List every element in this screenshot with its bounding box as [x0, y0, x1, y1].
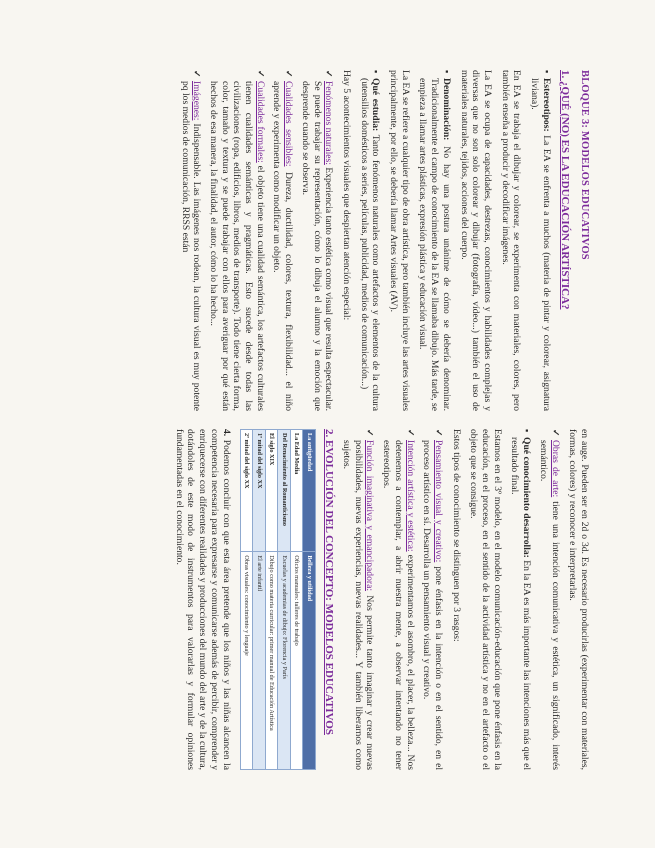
table-cell: Obras visuales: conocimiento y lenguaje: [240, 552, 253, 770]
denominacion-paragraph-2: La EA se refiere a cualquier tipo de obra artística, pero también incluye las artes visuales principalmente, por ello, se debería llamar Artes visuales (AV).: [388, 70, 411, 411]
estereotipos-text: La EA se enfrenta a muchos (materia de pintar y colorear, asignatura liviana).: [529, 78, 552, 411]
table-cell: Dibujo como materia curricular: primer manual de Educación Artística: [265, 552, 278, 770]
check-label: Imágenes:: [191, 81, 203, 121]
conclusion-paragraph: [173, 429, 232, 770]
check-item-3: [207, 70, 266, 411]
que-estudia-text: Tanto fenómenos naturales como artefactos y elementos de la cultura (utensilios domésticos a series, películas, publicidad, medios de comunicación...): [358, 78, 382, 411]
check-text: el objeto tiene una cualidad semántica, los artefactos culturales tienen cualidades semánticas y pragmáticas. Esto sucede desde todas las civilizaciones (ropa, edificios, libros, medios de transporte). Todo tiene cierta forma, color, tamaño y textura y se puede trabajar con ellos para averiguar por qué están hechos de esa manera, la finalidad, el autor, cómo lo ha hecho...: [207, 81, 266, 411]
check-label: Cualidades sensibles:: [283, 81, 295, 167]
table-row: [303, 430, 316, 770]
check-item-2: [271, 70, 294, 411]
table-cell: El arte infantil: [253, 552, 266, 770]
column-right: [90, 429, 590, 770]
table-cell: Escuelas y academias de dibujo: Florencia y París: [278, 552, 291, 770]
check-text: Indispensable. Las imágenes nos rodean, la cultura visual es muy potente pq los medios de comunicación, RRSS están: [179, 81, 203, 411]
check-text: Experiencia tanto estética como visual que resulta espectacular. Se puede trabajar su representación, cómo lo dibuja el alumno y la emoción que desprende cuando se observa.: [299, 81, 335, 411]
hay-5-text: Hay 5 acontecimientos visuales que despiertan atención especial:: [340, 70, 352, 321]
table-cell: Del Renacimiento al Romanticismo: [278, 430, 291, 552]
table-row: [253, 430, 266, 770]
tipos-intro: Estos tipos de conocimiento se distinguen por 3 rasgos:: [450, 429, 462, 642]
table-cell: 2ª mitad del siglo XX: [240, 430, 253, 552]
check-label: Cualidades formales:: [254, 81, 266, 163]
obras-check: [537, 429, 560, 770]
obras-label: Obras de arte:: [549, 440, 561, 498]
obras-text: tiene una intención comunicativa y estética, un significado, interés semántico.: [537, 440, 561, 770]
rasgo-label: Pensamiento visual y creativo:: [432, 440, 444, 563]
table-cell: La Edad Media: [290, 430, 303, 552]
desarrolla-paragraph-2: Estamos en el 3º modelo, en el modelo comunicación-educación que pone énfasis en la educación, en el proceso, en el sentido de la actividad artística y no en el artefacto o el objeto que se consigue.: [468, 429, 503, 770]
table-cell: Belleza y utilidad: [303, 552, 316, 770]
denominacion-label: Denominación:: [440, 78, 452, 141]
models-table: [240, 429, 316, 770]
table-cell: 1ª mitad del siglo XX: [253, 430, 266, 552]
ea-paragraph-2: La EA se ocupa de capacidades, destrezas, conocimientos y habilidades complejas y diversas que no son solo colorear y dibujar (fotografía, vídeo...) también el uso de materiales naturales, tejidos, acciones del cuerpo.: [458, 70, 493, 411]
rasgo-text: experimentamos el asombro, el placer, la belleza... Nos detenemos a contemplar, a abrir nuestra mente, a observar intentando no tener estereotipos.: [381, 440, 416, 770]
estereotipos-label: Estereotipos:: [540, 78, 552, 132]
rotated-content: [90, 70, 590, 770]
rasgo-text: Nos permite tanto imaginar y crear nuevas posibilidades, nuevas experiencias, nuevas realidades... Y también liberarnos como sujetos.: [341, 440, 376, 770]
check-item-4: [179, 70, 202, 411]
table-row: [278, 430, 291, 770]
rasgo-item-2: [380, 429, 415, 770]
denominacion-bullet: [417, 70, 452, 411]
rasgo-text: pone énfasis en la intención o en el sentido, en el proceso artístico en sí. Desarrolla un pensamiento visual y creativo.: [421, 440, 444, 770]
table-row: [290, 430, 303, 770]
conclusion-text: Podemos concluir con que esta área pretende que los niños y las niñas alcancen la competencia necesaria para expresarse y comunicarse además de percibir, comprender y enriquecerse con diferentes realidades y producciones del mundo del arte y de la cultura, dotándoles de este modo de instrumentos para valorarlas y formular opiniones fundamentadas en el conocimiento.: [173, 429, 232, 770]
table-cell: El siglo XIX: [265, 430, 278, 552]
table-row: [265, 430, 278, 770]
table-cell: La antigüedad: [303, 430, 316, 552]
estereotipos-bullet: [528, 70, 551, 411]
check-text: Dureza, ductilidad, colores, textura, flexibilidad... el niño aprende y experimenta como modificar un objeto.: [271, 81, 295, 411]
section-2-title: 2. EVOLUCIÓN DEL CONCEPTO: MODELOS EDUCATIVOS: [323, 429, 336, 735]
rasgo-label: Intención artística y estética:: [404, 440, 416, 552]
desarrolla-text: En la EA es más importante las intenciones más que el resultado final.: [509, 437, 533, 770]
desarrolla-label: Qué conocimiento desarrolla:: [521, 437, 533, 558]
block-title: BLOQUE 3: MODELOS EDUCATIVOS: [579, 70, 590, 260]
column-left: [90, 70, 590, 411]
que-estudia-bullet: [358, 70, 381, 411]
col2-intro: en auge. Pueden ser en 2d o 3d. Es necesario producirlas (experimentar con materiales, formas, colores) y reconocer e interpretarlas.: [567, 429, 590, 770]
rasgo-item-3: [340, 429, 375, 770]
desarrolla-bullet: [509, 429, 532, 770]
rasgo-item-1: [421, 429, 444, 770]
table-cell: Oficios manuales: talleres de trabajo: [290, 552, 303, 770]
check-item-1: [299, 70, 334, 411]
denominacion-text: No hay una postura unánime de cómo se debería denominar. Tradicionalmente el campo de conocimiento de la EA se llamaba dibujo. Más tarde, se empieza a llamar artes plásticas, expresión plástica y educación visual.: [417, 78, 452, 411]
que-estudia-label: Qué estudia:: [370, 78, 382, 132]
check-label: Fenómenos naturales:: [323, 81, 335, 165]
conclusion-number: 4.: [220, 429, 232, 437]
ea-paragraph: En EA se trabaja el dibujar y colorear, se experimenta con materiales, colores, pero también enseña a producir y decodificar imágenes.: [499, 70, 523, 411]
rasgo-label: Función imaginativa y emancipadora:: [364, 440, 376, 592]
section-1-title: 1. ¿QUÉ (NO) ES LA EDUCACIÓN ARTÍSTICA?: [559, 70, 572, 310]
table-row: [240, 430, 253, 770]
